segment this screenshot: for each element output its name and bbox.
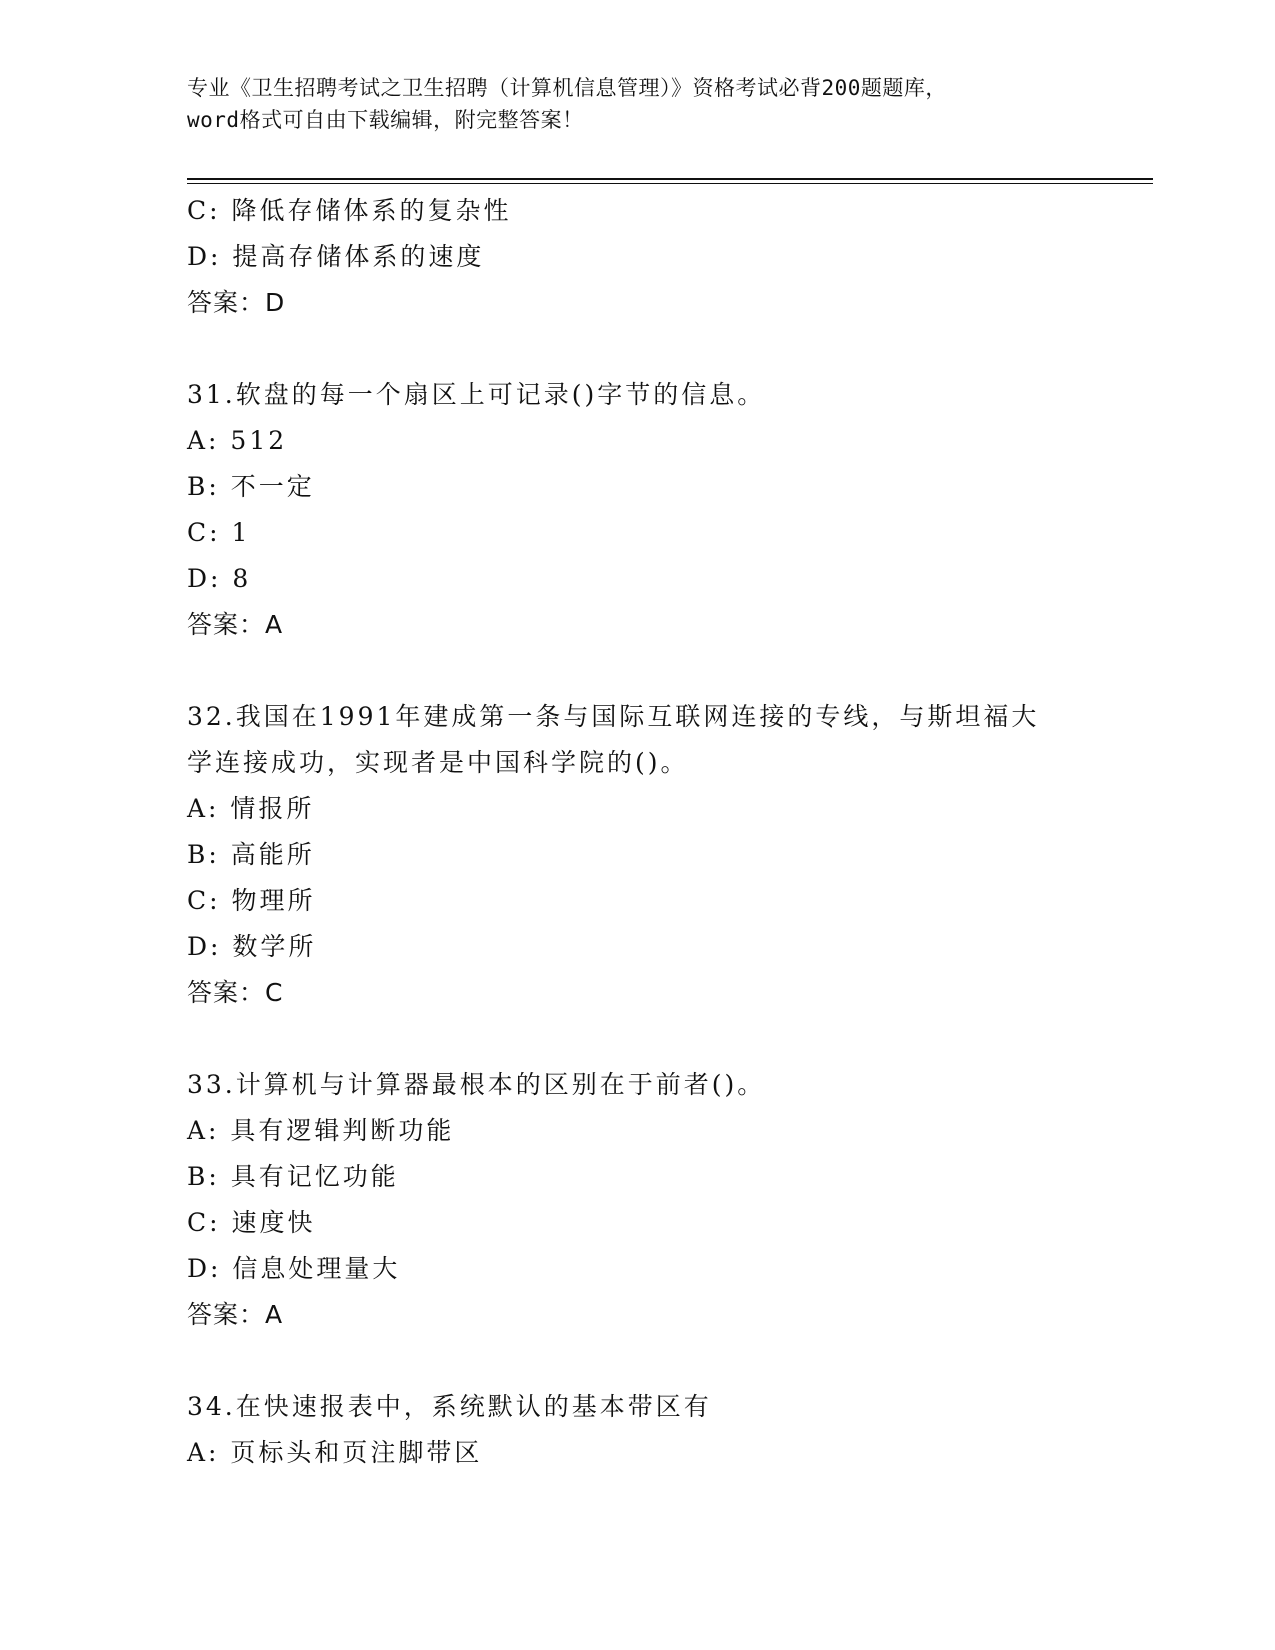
answer-text: 答案：C xyxy=(187,978,284,1007)
option-a: A: 512 xyxy=(187,426,288,455)
option-b: B: 不一定 xyxy=(187,472,315,501)
question-34 xyxy=(187,1384,1087,1476)
option-c: C: 物理所 xyxy=(187,886,316,915)
spacer xyxy=(187,648,1087,694)
header-line-2: word格式可自由下载编辑，附完整答案！ xyxy=(187,108,584,132)
question-text: 31.软盘的每一个扇区上可记录()字节的信息。 xyxy=(187,380,766,409)
option-d: D: 信息处理量大 xyxy=(187,1254,401,1283)
header-line-1: 专业《卫生招聘考试之卫生招聘（计算机信息管理）》资格考试必背200题题库， xyxy=(187,76,947,100)
question-text: 32.我国在1991年建成第一条与国际互联网连接的专线，与斯坦福大学连接成功，实现者是中国科学院的()。 xyxy=(187,702,1040,777)
spacer xyxy=(187,326,1087,372)
answer-text: 答案：D xyxy=(187,288,286,317)
option-d: D: 提高存储体系的速度 xyxy=(187,242,485,271)
header-divider xyxy=(187,178,1153,180)
option-a: A: 情报所 xyxy=(187,794,315,823)
question-33 xyxy=(187,1062,1087,1338)
option-a: A: 具有逻辑判断功能 xyxy=(187,1116,455,1145)
option-d: D: 数学所 xyxy=(187,932,317,961)
question-31 xyxy=(187,372,1087,648)
answer-text: 答案：A xyxy=(187,610,284,639)
option-c: C: 速度快 xyxy=(187,1208,316,1237)
question-32 xyxy=(187,694,1087,1016)
option-a: A: 页标头和页注脚带区 xyxy=(187,1438,483,1467)
answer-text: 答案：A xyxy=(187,1300,284,1329)
question-text: 34.在快速报表中，系统默认的基本带区有 xyxy=(187,1392,712,1421)
carryover-block xyxy=(187,188,1087,326)
question-list xyxy=(187,188,1087,1476)
document-header xyxy=(187,72,1087,136)
option-c: C: 降低存储体系的复杂性 xyxy=(187,196,512,225)
header-divider-thin xyxy=(187,183,1153,184)
question-text: 33.计算机与计算器最根本的区别在于前者()。 xyxy=(187,1070,766,1099)
spacer xyxy=(187,1338,1087,1384)
option-b: B: 高能所 xyxy=(187,840,315,869)
option-c: C: 1 xyxy=(187,518,251,547)
spacer xyxy=(187,1016,1087,1062)
option-d: D: 8 xyxy=(187,564,252,593)
option-b: B: 具有记忆功能 xyxy=(187,1162,399,1191)
